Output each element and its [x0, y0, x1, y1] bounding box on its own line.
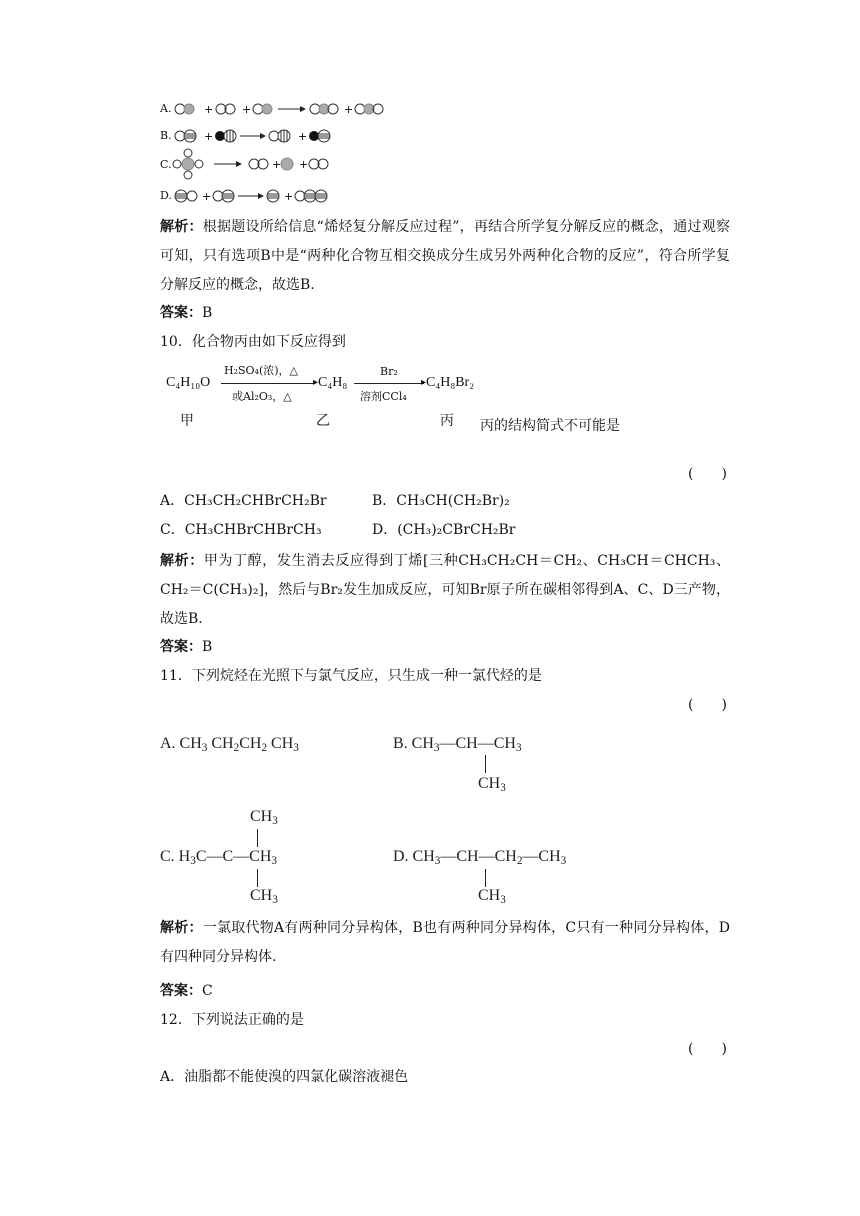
- q11-option-d-branch: $CH_3$: [478, 887, 506, 906]
- q10-analysis-label: 解析：: [160, 553, 204, 569]
- q10-condition1-bottom: 或Al₂O₃，△: [232, 390, 292, 403]
- q11-option-d-structure: D. $CH_3—CH—CH_2—CH_3$: [393, 848, 567, 867]
- q9-option-b-diagram: [174, 127, 374, 145]
- q10-option-b: B．CH₃CH(CH₂Br)₂: [372, 493, 510, 509]
- q10-arrow2: [354, 383, 424, 384]
- svg-text:+: +: [202, 190, 212, 203]
- q10-arrow1: [221, 383, 315, 384]
- q11-answer-bracket: ( ): [688, 697, 727, 713]
- q10-analysis-text: 甲为丁醇，发生消去反应得到丁烯[三种CH₃CH₂CH＝CH₂、CH₃CH＝CHCH₃、CH₂＝C(CH₃)₂]，然后与Br₂发生加成反应，可知Br原子所在碳相邻得到A、C、D三产物，故选B.: [160, 553, 731, 627]
- svg-text:+: +: [204, 130, 214, 143]
- q10-answer-value: B: [202, 639, 213, 655]
- q9-option-d-letter: D.: [160, 189, 172, 202]
- q10-arrow2-head: ▸: [421, 377, 427, 388]
- q9-analysis-label: 解析：: [160, 219, 203, 235]
- q10-answer-bracket: ( ): [688, 466, 727, 482]
- q11-option-b-bond: [485, 755, 486, 773]
- q9-analysis-text: 根据题设所给信息“烯烃复分解反应过程”，再结合所学复分解反应的概念，通过观察可知，只有选项B中是“两种化合物互相交换成分生成另外两种化合物的反应”，符合所学复分解反应的概念，故选B.: [160, 219, 731, 293]
- q9-option-d-diagram: [174, 187, 374, 205]
- q10-reactant: C₄H₁₀O: [166, 375, 211, 390]
- q11-option-c-bottom-methyl: $CH_3$: [250, 887, 278, 906]
- q10-analysis: [160, 547, 730, 634]
- q12-option-a: A．油脂都不能使溴的四氯化碳溶液褪色: [160, 1069, 409, 1085]
- q10-label-jia: 甲: [180, 413, 194, 429]
- q11-option-d-bond: [485, 869, 486, 887]
- q11-analysis: [160, 914, 730, 972]
- q10-arrow1-head: ▸: [313, 377, 319, 388]
- q11-option-c-bond-top: [257, 829, 258, 847]
- q10-label-yi: 乙: [316, 413, 330, 429]
- q10-condition2-bottom: 溶剂CCl₄: [360, 390, 407, 403]
- q11-option-b-branch: $CH_3$: [478, 775, 506, 794]
- q10-answer-label: 答案：: [160, 639, 202, 655]
- q10-question-tail: 丙的结构简式不可能是: [480, 418, 620, 434]
- q10-option-a: A．CH₃CH₂CHBrCH₂Br: [160, 493, 327, 509]
- q11-stem: 11．下列烷烃在光照下与氯气反应，只生成一种一氯代烃的是: [160, 668, 542, 684]
- q10-condition1-top: H₂SO₄(浓)，△: [224, 364, 299, 377]
- q9-answer-label: 答案：: [160, 305, 202, 321]
- q9-option-c-diagram: [170, 146, 340, 182]
- q11-option-c-bond-bottom: [257, 869, 258, 887]
- svg-text:+: +: [298, 130, 308, 143]
- q11-answer: [160, 980, 213, 1000]
- q11-option-c-top-methyl: $CH_3$: [250, 808, 278, 827]
- q11-option-c-structure: C. $H_3C—C—CH_3$: [160, 848, 277, 867]
- svg-text:+: +: [299, 158, 309, 171]
- q10-intermediate: C₄H₈: [318, 375, 348, 390]
- q9-option-a-diagram: [174, 100, 394, 118]
- q11-option-b-structure: B. $CH_3—CH—CH_3$: [393, 735, 522, 754]
- svg-text:+: +: [242, 103, 252, 116]
- q10-label-bing: 丙: [440, 413, 454, 429]
- svg-text:+: +: [204, 103, 214, 116]
- svg-text:+: +: [272, 158, 282, 171]
- q9-analysis: [160, 213, 730, 300]
- q12-answer-bracket: ( ): [688, 1041, 727, 1057]
- q10-condition2-top: Br₂: [380, 365, 398, 378]
- q9-answer-value: B: [202, 305, 213, 321]
- q10-answer: [160, 636, 212, 656]
- q10-option-c: C．CH₃CHBrCHBrCH₃: [160, 522, 322, 538]
- svg-text:+: +: [284, 190, 294, 203]
- q12-stem: 12．下列说法正确的是: [160, 1012, 304, 1028]
- q9-option-a-letter: A.: [160, 102, 172, 115]
- q9-answer: [160, 302, 212, 322]
- q10-stem: 10．化合物丙由如下反应得到: [160, 334, 346, 350]
- svg-text:+: +: [344, 103, 354, 116]
- q10-option-d: D．(CH₃)₂CBrCH₂Br: [372, 522, 516, 538]
- q11-answer-label: 答案：: [160, 983, 202, 999]
- q11-analysis-label: 解析：: [160, 920, 203, 936]
- q9-option-b-letter: B.: [160, 129, 172, 142]
- q11-option-a-structure: A. $CH_3$ $CH_2CH_2$ $CH_3$: [160, 735, 299, 754]
- q10-product: C₄H₈Br₂: [426, 375, 475, 390]
- q9-option-c-letter: C.: [160, 158, 172, 171]
- q11-answer-value: C: [202, 983, 213, 999]
- q11-analysis-text: 一氯取代物A有两种同分异构体，B也有两种同分异构体，C只有一种同分异构体，D有四种同分异构体.: [160, 920, 730, 965]
